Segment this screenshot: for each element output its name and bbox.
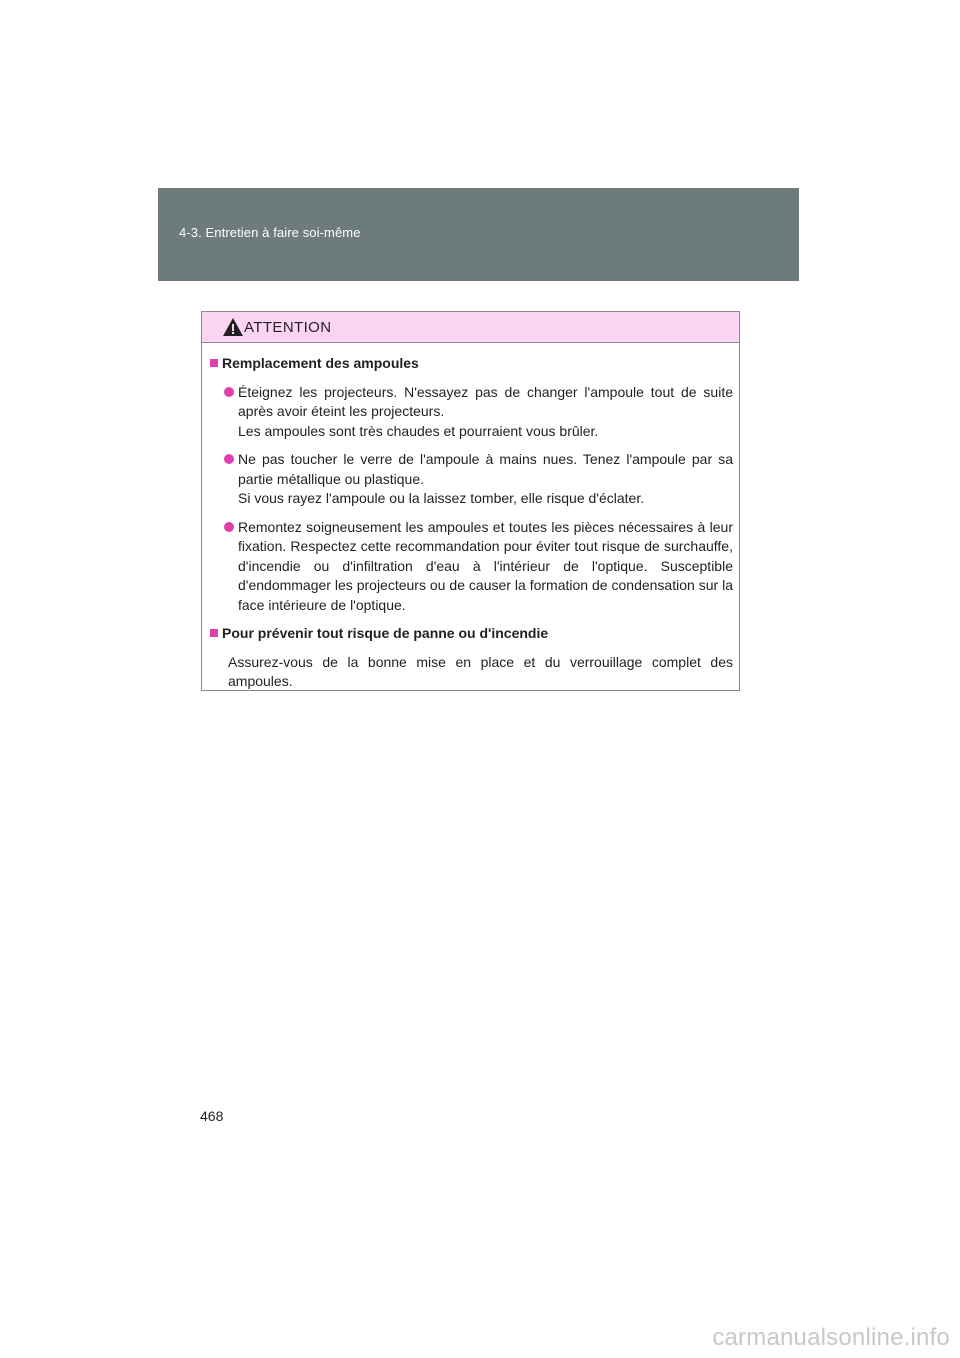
section-paragraph: Assurez-vous de la bonne mise en place et du verrouillage complet des ampoules. bbox=[228, 653, 733, 689]
caution-box bbox=[201, 311, 740, 691]
round-bullet-icon bbox=[224, 454, 234, 464]
section-title: 4-3. Entretien à faire soi-même bbox=[179, 225, 361, 240]
caution-header bbox=[202, 312, 739, 343]
page-number: 468 bbox=[200, 1108, 224, 1124]
section-fire-prevention bbox=[210, 624, 733, 692]
list-item-text: Les ampoules sont très chaudes et pourraient vous brûler. bbox=[238, 422, 599, 439]
list-item-text: Éteignez les projecteurs. N'essayez pas de changer l'ampoule tout de suite après avoir éteint les projecteurs. bbox=[238, 383, 733, 419]
list-item bbox=[210, 450, 733, 509]
caution-title: ATTENTION bbox=[244, 319, 332, 336]
caution-body bbox=[202, 343, 739, 692]
list-item-text: Ne pas toucher le verre de l'ampoule à mains nues. Tenez l'ampoule par sa partie métallique ou plastique. bbox=[238, 451, 733, 487]
warning-triangle-icon bbox=[222, 317, 244, 337]
section-bulb-replacement bbox=[210, 354, 733, 615]
list-item-text: Remontez soigneusement les ampoules et toutes les pièces nécessaires à leur fixation. Respectez cette recommandation pour éviter tout risque de surchauffe, d'incendie ou d'infiltration d'eau à l'intérieur de l'optique. Susceptible d'endommager les projecteurs ou de causer la formation de condensation sur la face intérieure de l'optique. bbox=[238, 518, 733, 613]
square-bullet-icon bbox=[210, 359, 218, 367]
header-band bbox=[158, 188, 799, 281]
square-bullet-icon bbox=[210, 629, 218, 637]
list-item-text: Si vous rayez l'ampoule ou la laissez tomber, elle risque d'éclater. bbox=[238, 490, 645, 506]
section-heading-text: Remplacement des ampoules bbox=[222, 355, 419, 371]
round-bullet-icon bbox=[224, 387, 234, 397]
section-heading bbox=[210, 624, 733, 644]
watermark: carmanualsonline.info bbox=[712, 1324, 950, 1351]
list-item bbox=[210, 518, 733, 616]
list-item bbox=[210, 383, 733, 442]
round-bullet-icon bbox=[224, 522, 234, 532]
section-heading bbox=[210, 354, 733, 374]
section-heading-text: Pour prévenir tout risque de panne ou d'incendie bbox=[222, 625, 549, 641]
